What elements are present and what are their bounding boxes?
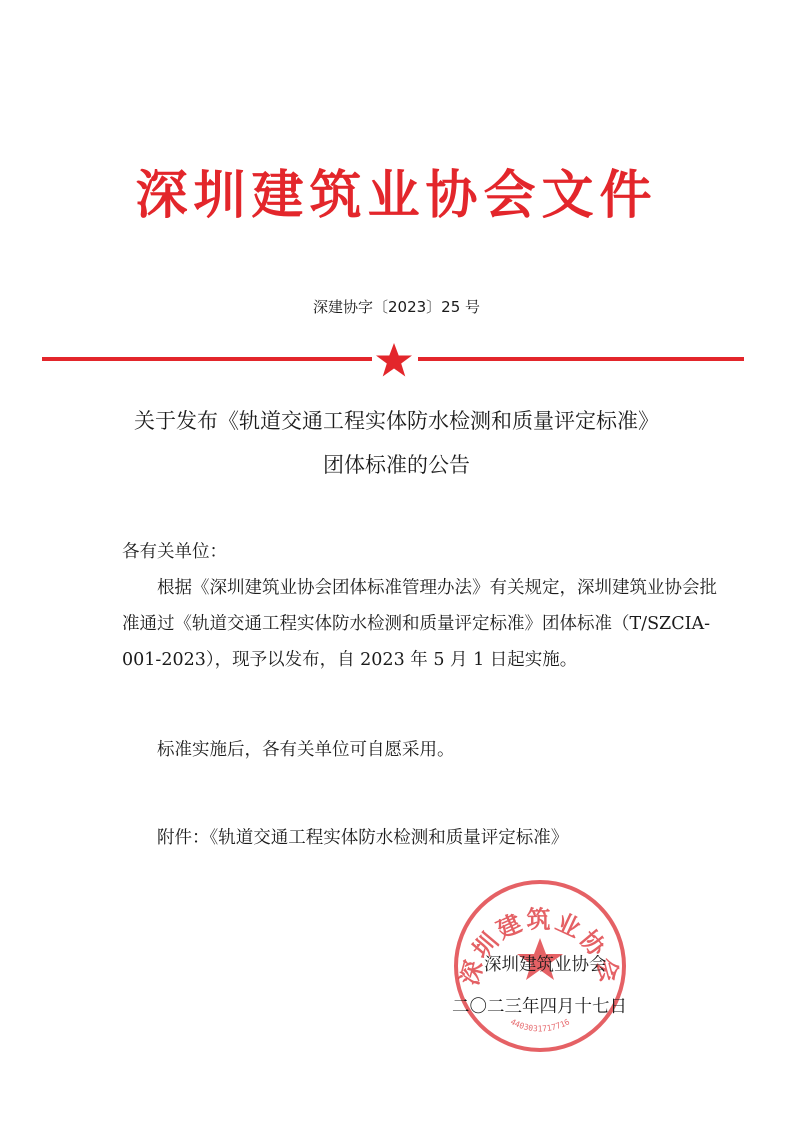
body-paragraph-1: 根据《深圳建筑业协会团体标准管理办法》有关规定，深圳建筑业协会批准通过《轨道交通工程实体防水检测和质量评定标准》团体标准（T/SZCIA-001-2023），现予以发布，自 2023 年 5 月 1 日起实施。 — [122, 578, 717, 670]
svg-text:4403031717716: 4403031717716 — [508, 1017, 572, 1034]
red-rule-right — [418, 357, 744, 361]
masthead-title: 深圳建筑业协会文件 — [135, 165, 658, 226]
notice-title-line-2: 团体标准的公告 — [323, 453, 470, 477]
signature-date: 二〇二三年四月十七日 — [452, 997, 627, 1017]
salutation: 各有关单位： — [122, 542, 227, 562]
signature-organization: 深圳建筑业协会 — [484, 955, 607, 975]
attachment-line: 附件：《轨道交通工程实体防水检测和质量评定标准》 — [157, 828, 569, 848]
svg-text:深圳建筑业协会: 深圳建筑业协会 — [454, 904, 626, 989]
notice-title-line-1: 关于发布《轨道交通工程实体防水检测和质量评定标准》 — [134, 409, 659, 433]
body-paragraph-2: 标准实施后，各有关单位可自愿采用。 — [157, 740, 455, 760]
red-star-icon — [374, 342, 414, 378]
red-rule-left — [42, 357, 372, 361]
document-number: 深建协字〔2023〕25 号 — [312, 298, 481, 316]
